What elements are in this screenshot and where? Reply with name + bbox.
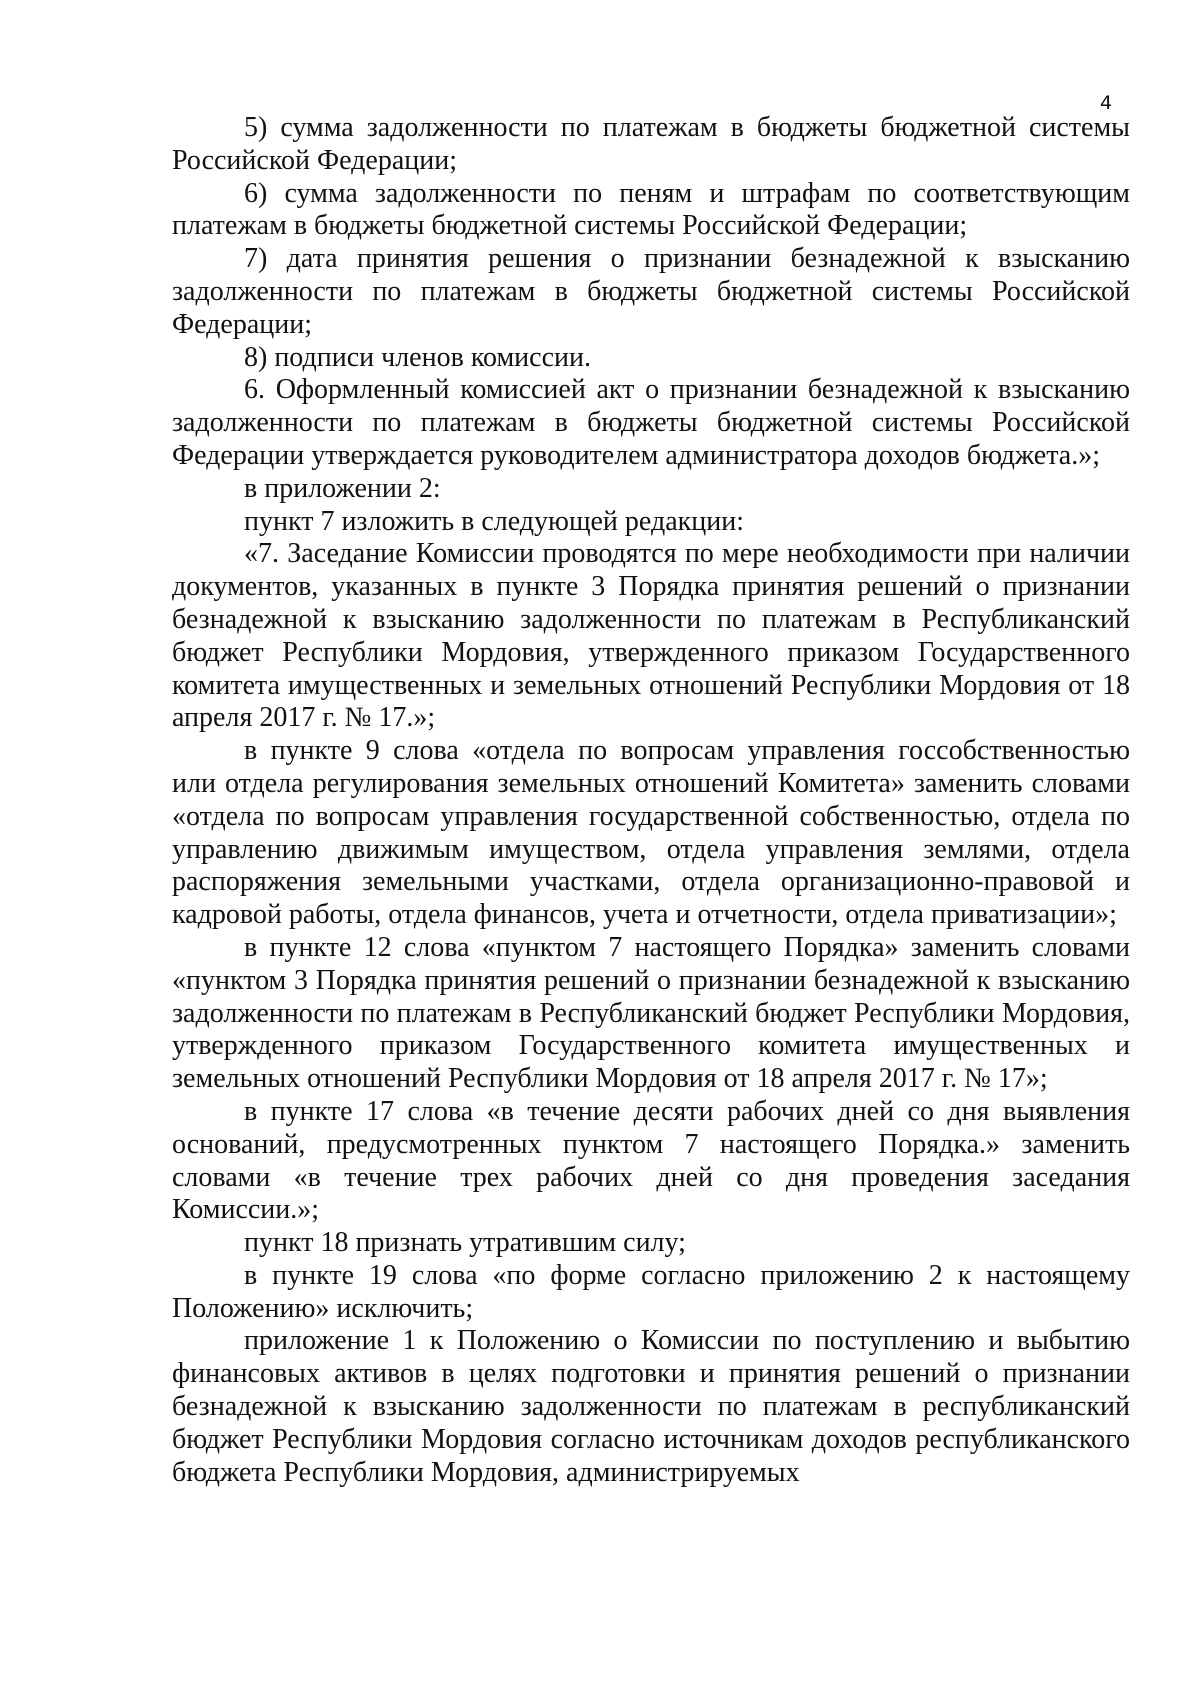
paragraph: пункт 18 признать утратившим силу; xyxy=(244,1227,686,1259)
paragraph: в пункте 19 слова «по форме согласно приложению 2 к настоящему Положению» исключить; xyxy=(172,1259,1130,1324)
paragraph: в пункте 17 слова «в течение десяти рабочих дней со дня выявления оснований, предусмотренных пунктом 7 настоящего Порядка.» заменить словами «в течение трех рабочих дней со дня проведения заседания Комиссии.»; xyxy=(172,1095,1130,1226)
paragraph: в приложении 2: xyxy=(244,472,441,504)
paragraph: «7. Заседание Комиссии проводятся по мере необходимости при наличии документов, указанных в пункте 3 Порядка принятия решений о признании безнадежной к взысканию задолженности по платежам в Республиканский бюджет Республики Мордовия, утвержденного приказом Государственного комитета имущественных и земельных отношений Республики Мордовия от 18 апреля 2017 г. № 17.»; xyxy=(172,538,1130,734)
paragraph: 7) дата принятия решения о признании безнадежной к взысканию задолженности по платежам в бюджеты бюджетной системы Российской Федерации; xyxy=(172,243,1130,340)
paragraph: 5) сумма задолженности по платежам в бюджеты бюджетной системы Российской Федерации; xyxy=(172,112,1130,176)
paragraph: в пункте 9 слова «отдела по вопросам управления госсобственностью или отдела регулирования земельных отношений Комитета» заменить словами «отдела по вопросам управления государственной собственностью, отдела по управлению движимым имуществом, отдела управления землями, отдела распоряжения земельными участками, отдела организационно-правовой и кадровой работы, отдела финансов, учета и отчетности, отдела приватизации»; xyxy=(172,735,1130,931)
paragraph: в пункте 12 слова «пунктом 7 настоящего Порядка» заменить словами «пунктом 3 Порядка принятия решений о признании безнадежной к взысканию задолженности по платежам в Республиканский бюджет Республики Мордовия, утвержденного приказом Государственного комитета имущественных и земельных отношений Республики Мордовия от 18 апреля 2017 г. № 17»; xyxy=(172,931,1130,1095)
paragraph: 8) подписи членов комиссии. xyxy=(244,341,591,373)
paragraph: приложение 1 к Положению о Комиссии по поступлению и выбытию финансовых активов в целях подготовки и принятия решений о признании безнадежной к взысканию задолженности по платежам в республиканский бюджет Республики Мордовия согласно источникам доходов республиканского бюджета Республики Мордовия, администрируемых xyxy=(172,1325,1130,1488)
page-number: 4 xyxy=(1100,92,1113,114)
document-body xyxy=(172,112,1130,1489)
paragraph: пункт 7 изложить в следующей редакции: xyxy=(244,505,744,537)
paragraph: 6. Оформленный комиссией акт о признании безнадежной к взысканию задолженности по платежам в бюджеты бюджетной системы Российской Федерации утверждается руководителем администратора доходов бюджета.»; xyxy=(172,374,1130,471)
paragraph: 6) сумма задолженности по пеням и штрафам по соответствующим платежам в бюджеты бюджетной системы Российской Федерации; xyxy=(172,177,1130,242)
